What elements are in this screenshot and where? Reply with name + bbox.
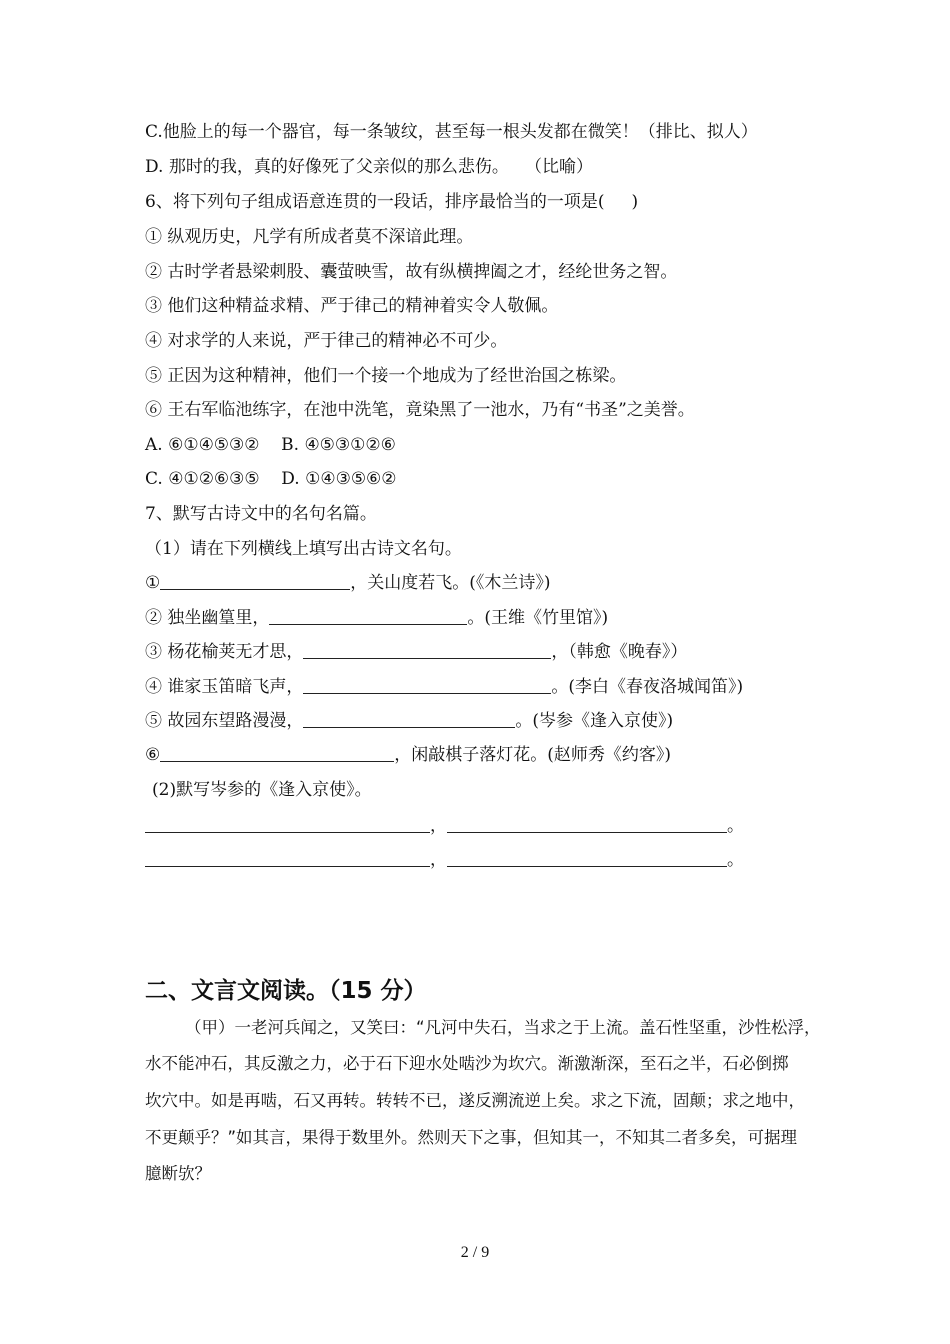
poem-item-1 [145, 572, 551, 594]
poem-item-2 [145, 607, 608, 629]
section-heading: 二、文言文阅读。（15 分） [145, 978, 427, 1004]
question-6-sentence-5: ⑤ 正因为这种精神，他们一个接一个地成为了经世治国之栋梁。 [145, 366, 627, 386]
poem-source: ，关山度若飞。(《木兰诗》) [350, 573, 551, 593]
answer-blank[interactable] [145, 850, 430, 867]
question-6-options-ab: A. ⑥①④⑤③② B. ④⑤③①②⑥ [145, 435, 396, 455]
passage-line-2: 水不能冲石，其反激之力，必于石下迎水处啮沙为坎穴。渐激渐深，至石之半，石必倒掷 [145, 1054, 789, 1073]
answer-blank[interactable] [160, 745, 394, 762]
passage-line-4: 不更颠乎？”如其言，果得于数里外。然则天下之事，但知其一，不知其二者多矣，可据理 [145, 1128, 798, 1147]
question-6-options-cd: C. ④①②⑥③⑤ D. ①④③⑤⑥② [145, 469, 397, 489]
poem-source: 。(李白《春夜洛城闻笛》) [551, 677, 744, 697]
question-7-stem: 7、默写古诗文中的名句名篇。 [145, 504, 377, 524]
recitation-line-1 [145, 815, 744, 837]
question-6-sentence-3: ③ 他们这种精益求精、严于律己的精神着实令人敬佩。 [145, 296, 559, 316]
poem-source: ，闲敲棋子落灯花。(赵师秀《约客》) [394, 745, 672, 765]
answer-blank[interactable] [447, 816, 727, 833]
answer-blank[interactable] [145, 816, 430, 833]
poem-item-5 [145, 710, 673, 732]
answer-blank[interactable] [303, 642, 551, 659]
question-6-sentence-2: ② 古时学者悬梁刺股、囊萤映雪，故有纵横捭阖之才，经纶世务之智。 [145, 262, 678, 282]
question-6-sentence-6: ⑥ 王右军临池练字，在池中洗笔，竟染黑了一池水，乃有“书圣”之美誉。 [145, 400, 695, 420]
poem-source: 。(岑参《逢入京使》) [515, 711, 674, 731]
comma: ， [430, 816, 447, 836]
question-6-sentence-4: ④ 对求学的人来说，严于律己的精神必不可少。 [145, 331, 508, 351]
answer-blank[interactable] [160, 573, 350, 590]
period: 。 [727, 816, 744, 836]
comma: ， [430, 850, 447, 870]
period: 。 [727, 850, 744, 870]
passage-line-5: 臆断欤？ [145, 1164, 211, 1183]
answer-blank[interactable] [447, 850, 727, 867]
poem-prompt: ② 独坐幽篁里， [145, 608, 270, 628]
item-number: ⑥ [145, 745, 161, 765]
poem-source: 。(王维《竹里馆》) [467, 608, 609, 628]
answer-blank[interactable] [269, 608, 467, 625]
passage-line-1: （甲）一老河兵闻之，又笑曰：“凡河中失石，当求之于上流。盖石性坚重，沙性松浮， [185, 1018, 821, 1037]
question-5-option-d: D. 那时的我，真的好像死了父亲似的那么悲伤。 （比喻） [145, 157, 594, 177]
recitation-line-2 [145, 849, 744, 871]
item-number: ① [145, 573, 161, 593]
poem-item-3 [145, 641, 687, 663]
poem-item-6 [145, 744, 671, 766]
answer-blank[interactable] [303, 711, 515, 728]
poem-prompt: ④ 谁家玉笛暗飞声， [145, 677, 304, 697]
question-7-part2-label: (2)默写岑参的《逢入京使》。 [152, 780, 372, 800]
poem-item-4 [145, 676, 743, 698]
poem-prompt: ⑤ 故园东望路漫漫， [145, 711, 304, 731]
question-6-sentence-1: ① 纵观历史，凡学有所成者莫不深谙此理。 [145, 227, 474, 247]
question-7-part1-label: （1）请在下列横线上填写出古诗文名句。 [145, 539, 462, 559]
question-6-stem: 6、将下列句子组成语意连贯的一段话，排序最恰当的一项是( ) [145, 192, 639, 212]
question-5-option-c: C.他脸上的每一个器官，每一条皱纹，甚至每一根头发都在微笑！（排比、拟人） [145, 122, 758, 142]
poem-prompt: ③ 杨花榆荚无才思， [145, 642, 304, 662]
answer-blank[interactable] [303, 677, 551, 694]
page-number: 2 / 9 [460, 1244, 490, 1261]
passage-line-3: 坎穴中。如是再啮，石又再转。转转不已，遂反溯流逆上矣。求之下流，固颠；求之地中， [145, 1091, 805, 1110]
poem-source: ，（韩愈《晚春》） [551, 642, 688, 662]
